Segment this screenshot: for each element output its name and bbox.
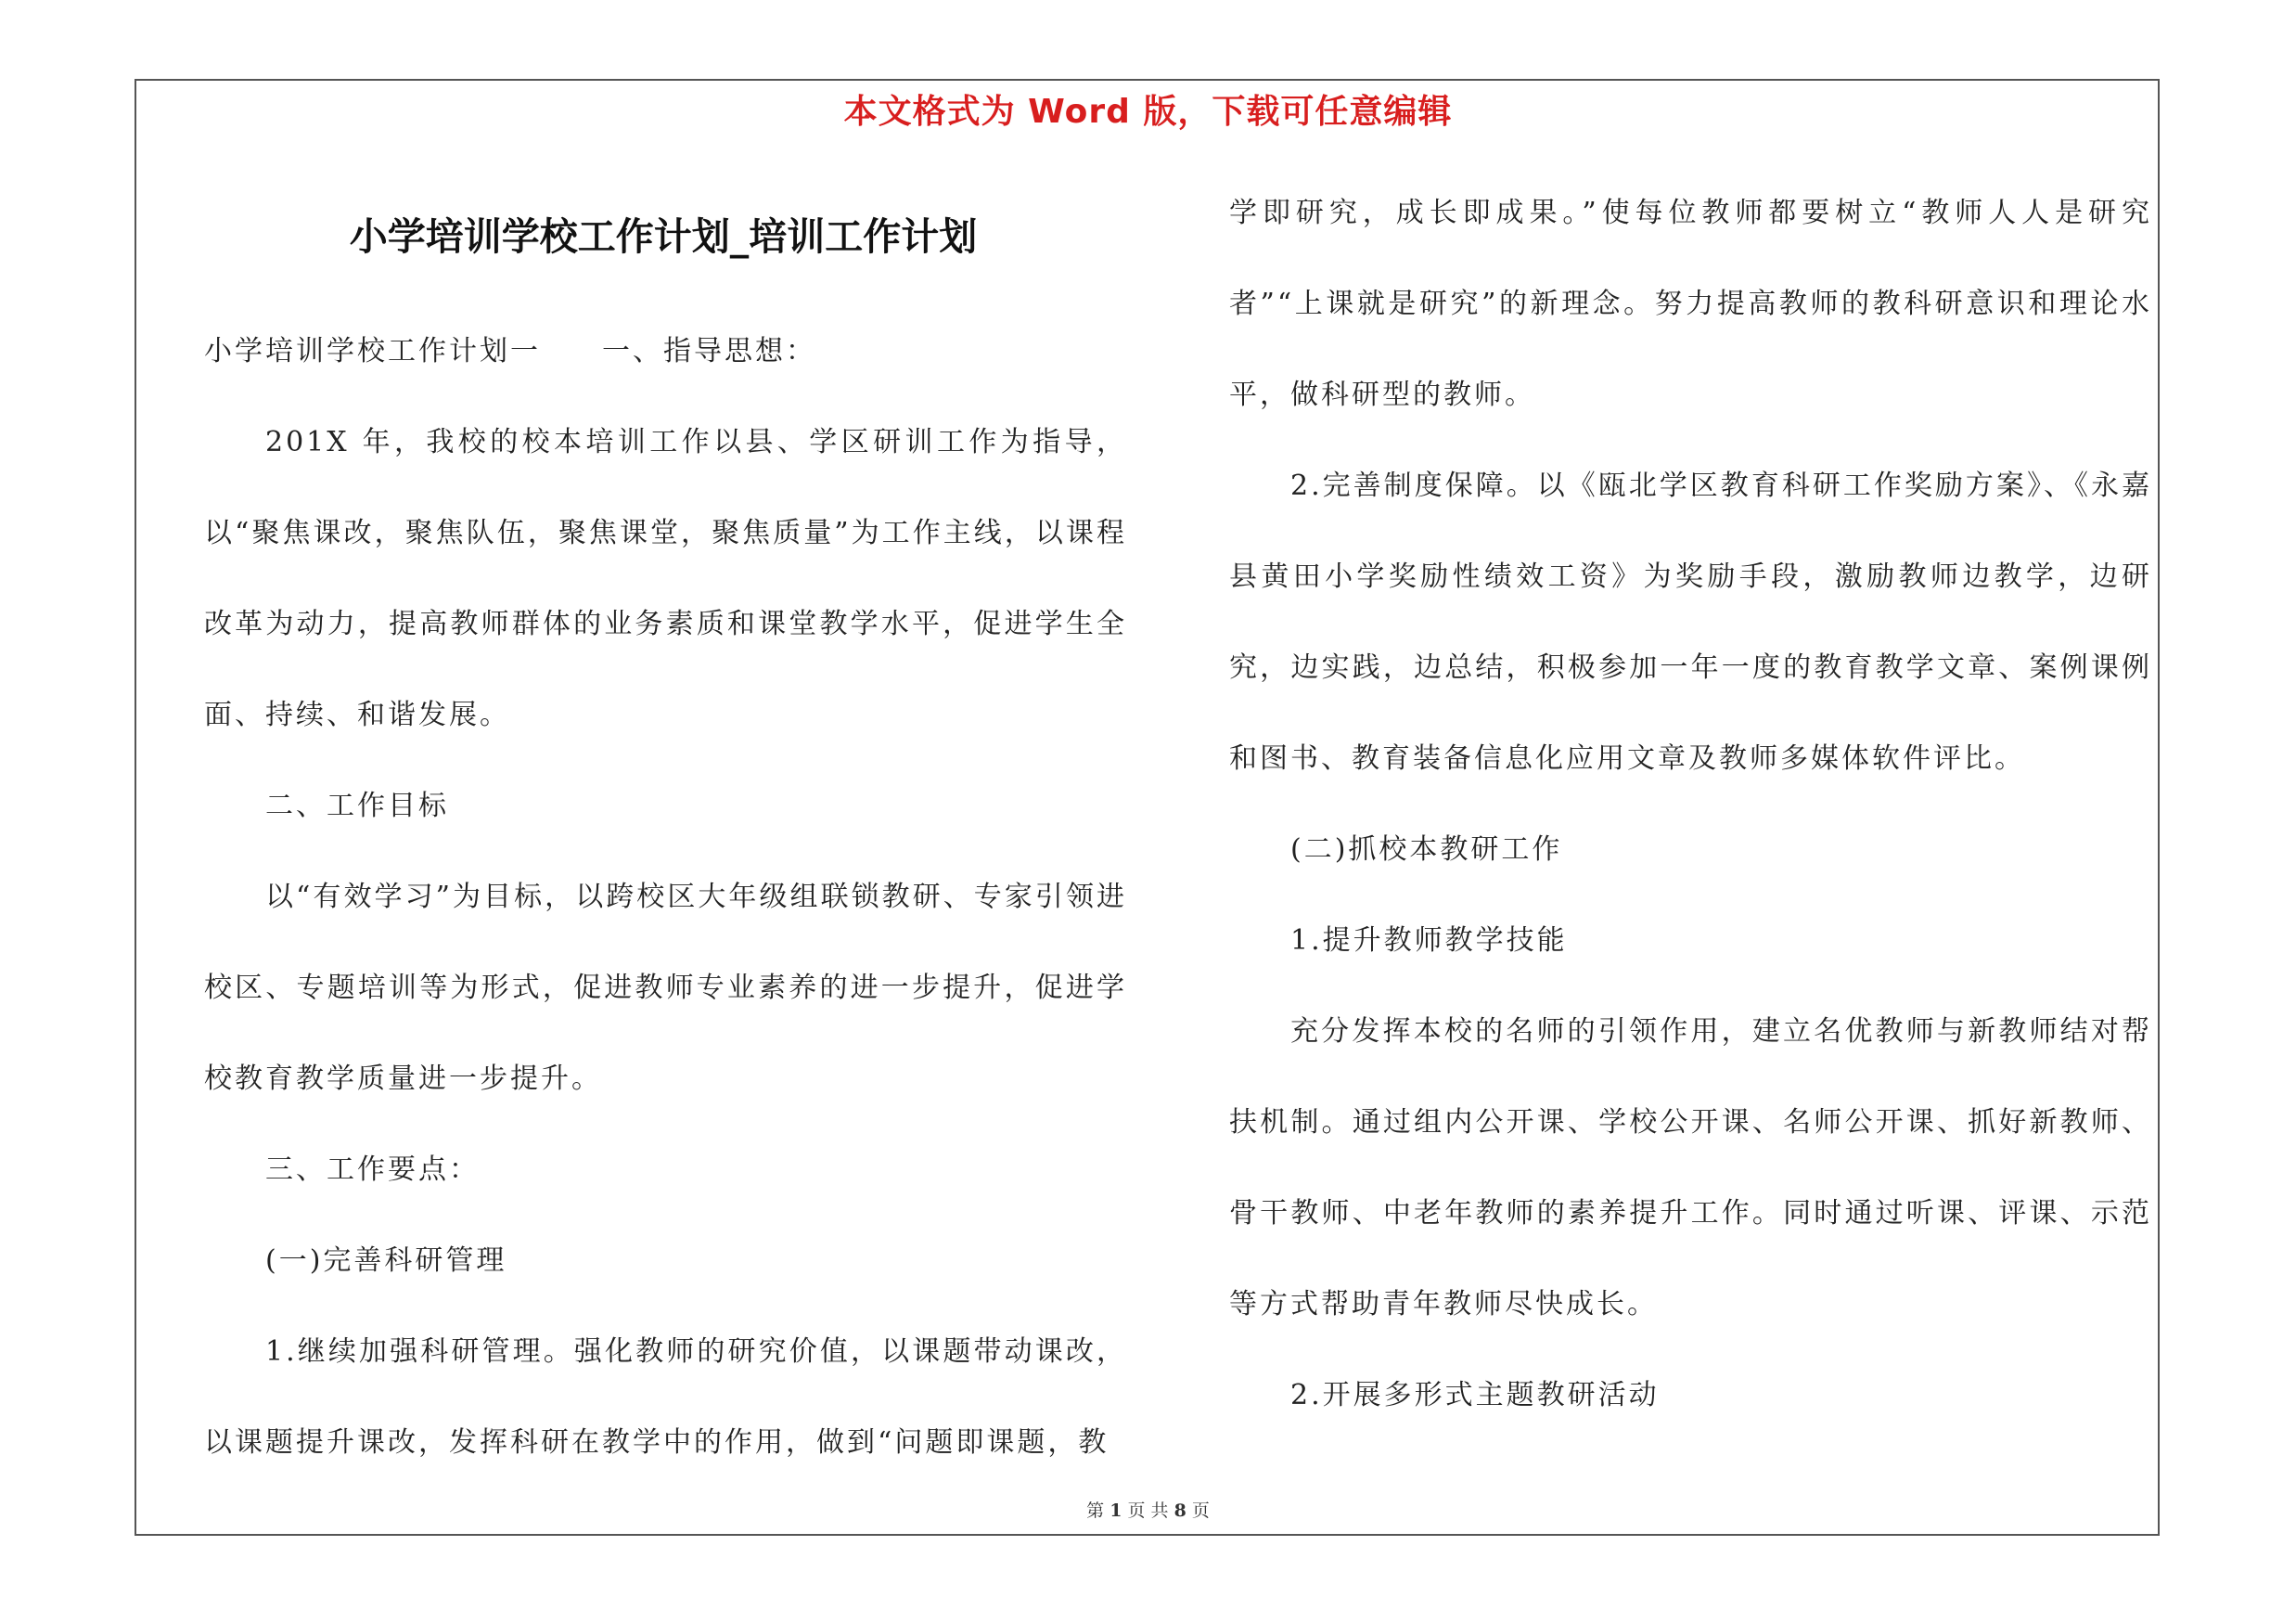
page-number: 1 bbox=[1110, 1501, 1122, 1521]
left-column bbox=[204, 306, 1127, 1488]
paragraph: 学即研究，成长即成果。”使每位教师都要树立“教师人人是研究者”“上课就是研究”的新理念。努力提高教师的教科研意识和理论水平，做科研型的教师。 bbox=[1229, 197, 2152, 411]
footer-prefix: 第 bbox=[1086, 1501, 1105, 1521]
paragraph: 1.继续加强科研管理。强化教师的研究价值，以课题带动课改，以课题提升课改，发挥科研在教学中的作用，做到“问题即课题，教 bbox=[204, 1335, 1127, 1459]
footer-suffix: 页 bbox=[1191, 1501, 1210, 1521]
item-heading: 2.开展多形式主题教研活动 bbox=[1290, 1379, 1660, 1411]
subsection-heading: (一)完善科研管理 bbox=[265, 1244, 507, 1277]
section-heading: 二、工作目标 bbox=[265, 790, 449, 822]
footer-middle: 页 共 bbox=[1127, 1501, 1169, 1521]
right-column bbox=[1229, 168, 2152, 1441]
section-heading: 三、工作要点： bbox=[265, 1153, 480, 1186]
paragraph: 201X 年，我校的校本培训工作以县、学区研训工作为指导，以“聚焦课改，聚焦队伍，聚焦课堂，聚焦质量”为工作主线，以课程改革为动力，提高教师群体的业务素质和课堂教学水平，促进学生全面、持续、和谐发展。 bbox=[204, 426, 1127, 731]
document-title: 小学培训学校工作计划_培训工作计划 bbox=[349, 214, 978, 259]
page-footer bbox=[0, 1497, 2296, 1522]
paragraph: 2.完善制度保障。以《瓯北学区教育科研工作奖励方案》、《永嘉县黄田小学奖励性绩效工资》为奖励手段，激励教师边教学，边研究，边实践，边总结，积极参加一年一度的教育教学文章、案例课例和图书、教育装备信息化应用文章及教师多媒体软件评比。 bbox=[1229, 470, 2152, 775]
total-pages: 8 bbox=[1174, 1501, 1186, 1521]
paragraph: 以“有效学习”为目标，以跨校区大年级组联锁教研、专家引领进校区、专题培训等为形式，促进教师专业素养的进一步提升，促进学校教育教学质量进一步提升。 bbox=[204, 881, 1127, 1095]
subsection-heading: (二)抓校本教研工作 bbox=[1290, 833, 1563, 866]
item-heading: 1.提升教师教学技能 bbox=[1290, 924, 1568, 957]
intro-heading: 小学培训学校工作计划一 一、指导思想： bbox=[204, 335, 816, 367]
format-banner: 本文格式为 Word 版，下载可任意编辑 bbox=[843, 93, 1453, 131]
paragraph: 充分发挥本校的名师的引领作用，建立名优教师与新教师结对帮扶机制。通过组内公开课、学校公开课、名师公开课、抓好新教师、骨干教师、中老年教师的素养提升工作。同时通过听课、评课、示范等方式帮助青年教师尽快成长。 bbox=[1229, 1015, 2152, 1320]
